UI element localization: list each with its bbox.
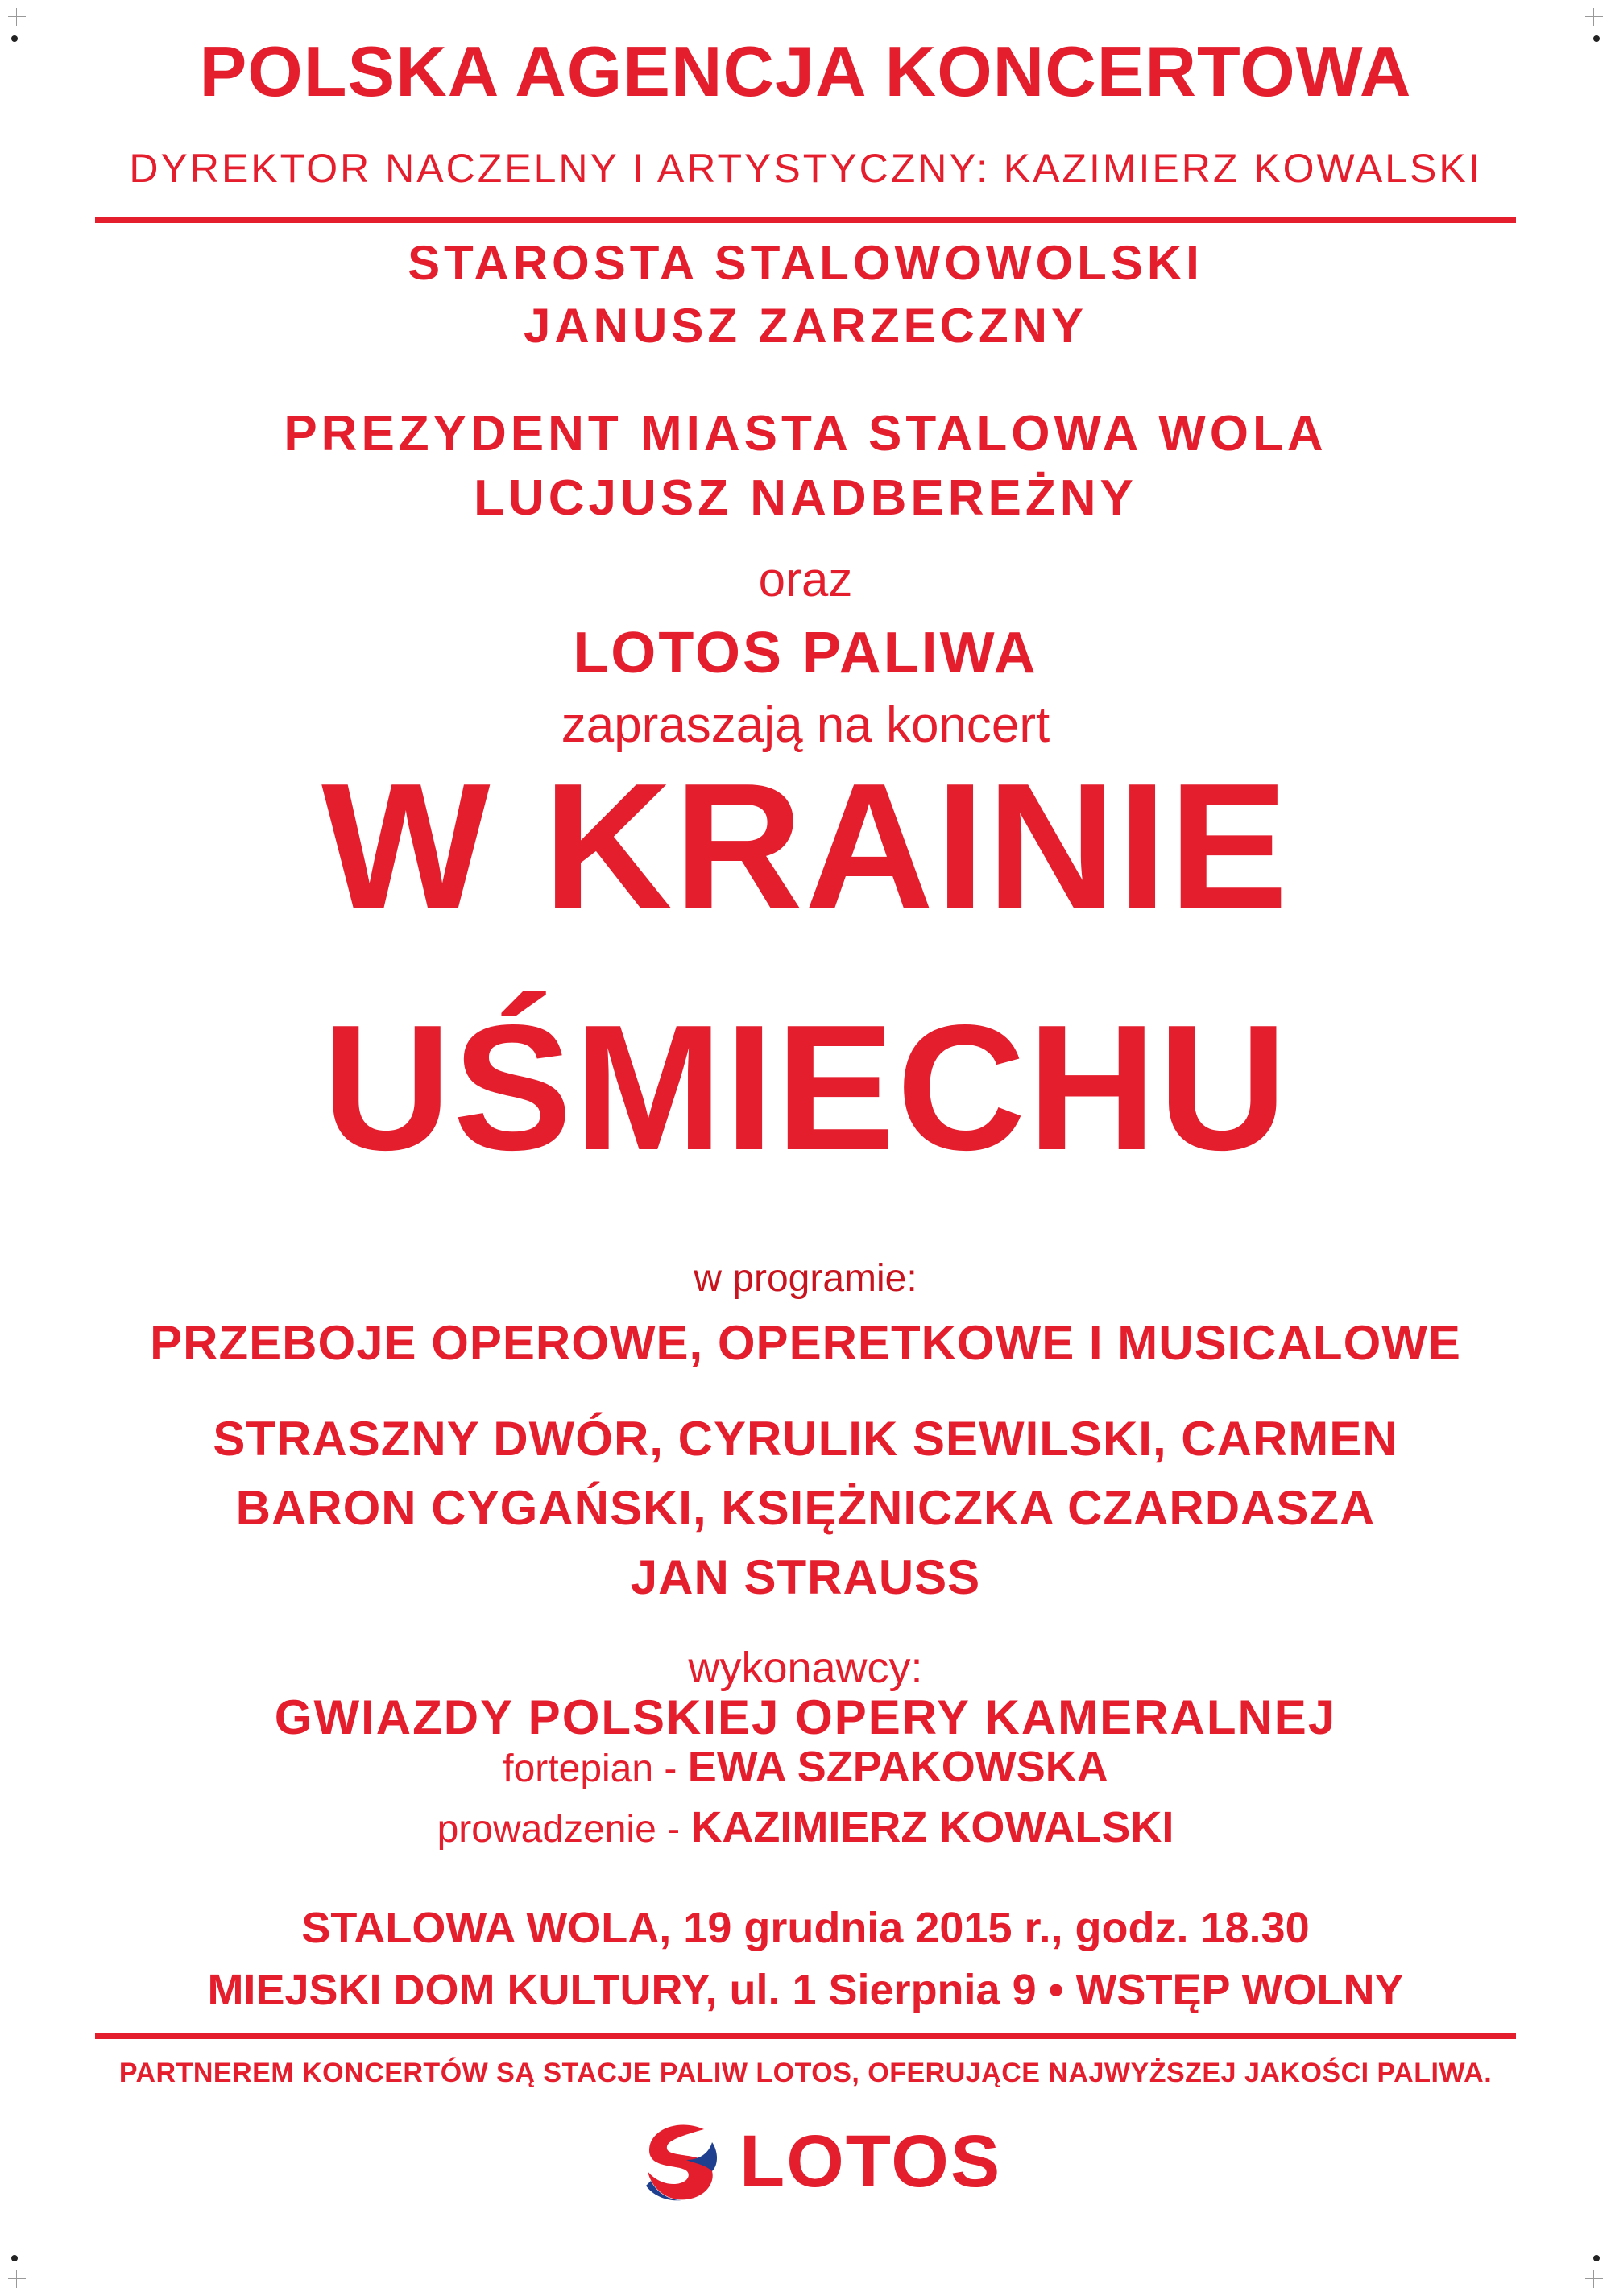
performers-label: wykonawcy: <box>688 1644 923 1692</box>
performers-ensemble: GWIAZDY POLSKIEJ OPERY KAMERALNEJ <box>274 1690 1337 1744</box>
president-name: LUCJUSZ NADBEREŻNY <box>474 470 1137 526</box>
piano-name: EWA SZPAKOWSKA <box>687 1743 1108 1791</box>
registration-dot <box>1593 2255 1600 2261</box>
program-works-line-1: STRASZNY DWÓR, CYRULIK SEWILSKI, CARMEN <box>213 1412 1398 1466</box>
program-label: w programie: <box>694 1257 917 1300</box>
lotos-logo-icon <box>635 2118 731 2207</box>
lotos-logo <box>635 2118 1002 2207</box>
host-label: prowadzenie - <box>437 1808 681 1851</box>
piano-line <box>0 1742 1611 1792</box>
partner-note: PARTNEREM KONCERTÓW SĄ STACJE PALIW LOTOS, OFERUJĄCE NAJWYŻSZEJ JAKOŚCI PALIWA. <box>118 2058 1493 2088</box>
crop-mark-bottom-left <box>8 2270 26 2288</box>
top-divider <box>95 217 1516 223</box>
starosta-title: STAROSTA STALOWOWOLSKI <box>408 236 1203 290</box>
sponsor-name: LOTOS PALIWA <box>573 621 1038 685</box>
host-line <box>0 1802 1611 1852</box>
event-date: STALOWA WOLA, 19 grudnia 2015 r., godz. 18.30 <box>301 1904 1310 1952</box>
program-works-line-2: BARON CYGAŃSKI, KSIĘŻNICZKA CZARDASZA <box>235 1481 1376 1535</box>
crop-mark-top-right <box>1585 8 1603 26</box>
and-text: oraz <box>758 552 853 606</box>
starosta-name: JANUSZ ZARZECZNY <box>523 299 1087 353</box>
lotos-logo-text: LOTOS <box>739 2120 1002 2203</box>
agency-name: POLSKA AGENCJA KONCERTOWA <box>199 31 1412 111</box>
program-works-line-3: JAN STRAUSS <box>630 1550 981 1604</box>
event-venue: MIEJSKI DOM KULTURY, ul. 1 Sierpnia 9 • WSTĘP WOLNY <box>207 1966 1404 2014</box>
director-line: DYREKTOR NACZELNY I ARTYSTYCZNY: KAZIMIERZ KOWALSKI <box>129 146 1482 191</box>
crop-mark-top-left <box>8 8 26 26</box>
concert-title-line-1: W KRAINIE <box>321 747 1290 946</box>
invite-text: zapraszają na koncert <box>561 697 1050 753</box>
registration-dot <box>11 2255 18 2261</box>
president-title: PREZYDENT MIASTA STALOWA WOLA <box>284 406 1327 461</box>
crop-mark-bottom-right <box>1585 2270 1603 2288</box>
host-name: KAZIMIERZ KOWALSKI <box>690 1803 1174 1851</box>
piano-label: fortepian - <box>503 1748 677 1790</box>
concert-title-line-2: UŚMIECHU <box>321 988 1290 1188</box>
program-hits: PRZEBOJE OPEROWE, OPERETKOWE I MUSICALOWE <box>150 1316 1461 1370</box>
bottom-divider <box>95 2033 1516 2039</box>
